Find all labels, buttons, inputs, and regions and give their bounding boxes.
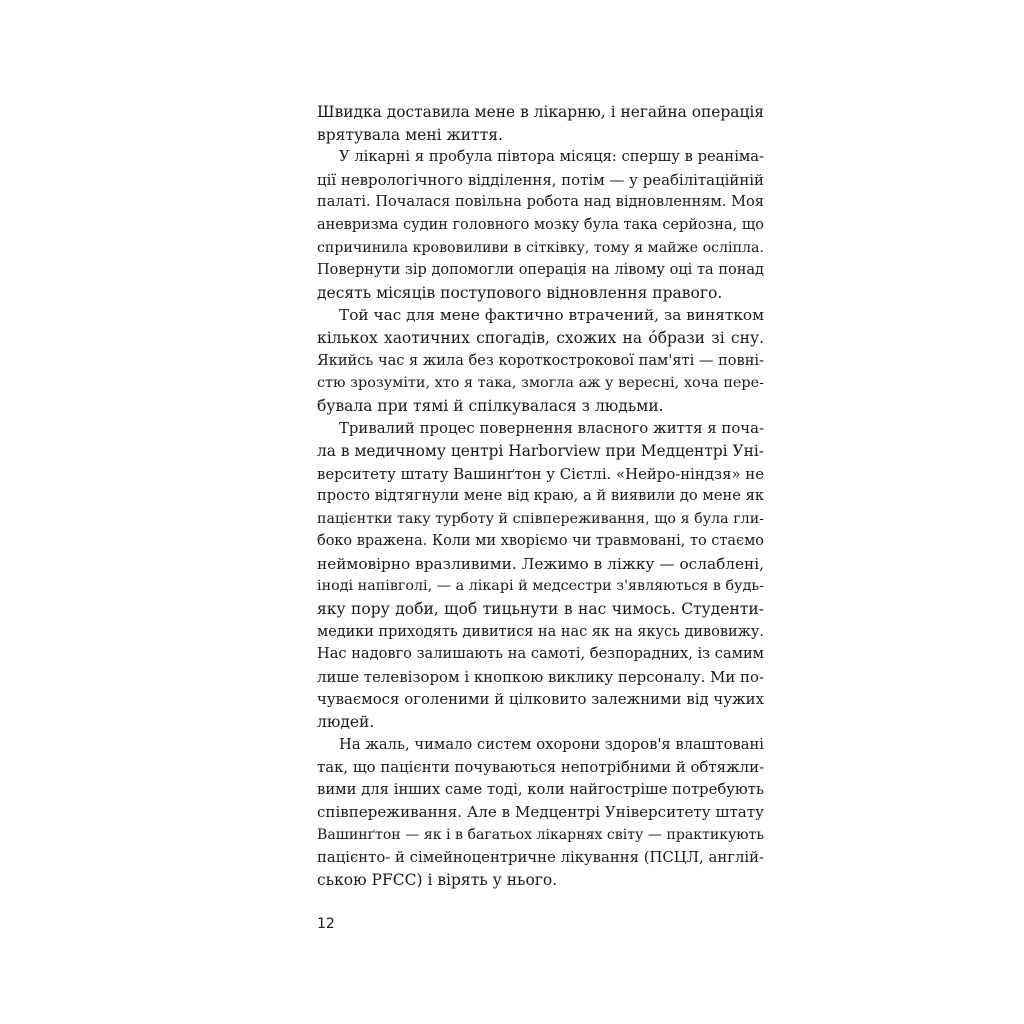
text-line: аневризма судин головного мозку була така серйозна, що (317, 216, 764, 233)
text-line: ції неврологічного відділення, потім — у реабілітаційній (317, 170, 764, 189)
text-line: Той час для мене фактично втрачений, за винятком (339, 306, 764, 325)
text-line: верситету штату Вашинґтон у Сієтлі. «Нейро-ніндзя» не (317, 464, 764, 483)
text-line: вими для інших саме тоді, коли найгостріше потребують (317, 780, 764, 798)
text-line: бувала при тямі й спілкувалася з людьми. (317, 396, 664, 415)
page-number: 12 (317, 916, 335, 932)
text-line: палаті. Почалася повільна робота над відновленням. Моя (317, 193, 764, 211)
text-line: так, що пацієнти почуваються непотрібними й обтяжли- (317, 758, 764, 777)
text-line: У лікарні я пробула півтора місяця: спершу в реаніма- (339, 148, 764, 166)
text-line: десять місяців поступового відновлення правого. (317, 283, 723, 302)
text-line: спричинила крововиливи в сітківку, тому я майже осліпла. (317, 239, 764, 256)
text-line: врятувала мені життя. (317, 125, 503, 144)
paragraph-2 (317, 146, 764, 304)
text-line: Вашинґтон — як і в багатьох лікарнях світу — практикують (317, 827, 764, 843)
text-line: іноді напівголі, — а лікарі й медсестри з'являються в будь- (317, 578, 764, 595)
text-line: Швидка доставила мене в лікарню, і негайна операція (317, 103, 764, 121)
text-line: неймовірно вразливими. Лежимо в ліжку — ослаблені, (317, 554, 764, 573)
text-line: стю зрозуміти, хто я така, змогла аж у вересні, хоча пере- (317, 375, 764, 392)
text-line: кількох хаотичних спогадів, схожих на óбрази зі сну. (317, 328, 764, 347)
text-line: Повернути зір допомогли операція на лівому оці та понад (317, 262, 764, 279)
text-line: Якийсь час я жила без короткострокової пам'яті — повні- (317, 351, 764, 369)
text-line: співпереживання. Але в Медцентрі Університету штату (317, 803, 764, 822)
text-line: пацієнтки таку турботу й співпереживання, що я була гли- (317, 510, 764, 527)
text-line: ською PFCC) і вірять у нього. (317, 871, 558, 890)
paragraph-1 (317, 101, 764, 146)
text-line: боко вражена. Коли ми хворіємо чи травмовані, то стаємо (317, 533, 764, 550)
text-line: чуваємося оголеними й цілковито залежними від чужих (317, 690, 764, 709)
text-line: просто відтягнули мене від краю, а й виявили до мене як (317, 487, 764, 505)
text-line: людей. (317, 713, 375, 732)
text-line: лише телевізором і кнопкою виклику персоналу. Ми по- (317, 667, 764, 686)
text-line: На жаль, чимало систем охорони здоров'я влаштовані (339, 735, 764, 753)
text-line: яку пору доби, щоб тицьнути в нас чимось. Студенти- (317, 600, 764, 619)
paragraph-3 (317, 304, 764, 417)
page-body (317, 101, 764, 892)
paragraph-5 (317, 734, 764, 892)
text-line: Тривалий процес повернення власного життя я поча- (339, 419, 764, 438)
text-line: медики приходять дивитися на нас як на якусь дивовижу. (317, 623, 764, 640)
text-line: Нас надовго залишають на самоті, безпорадних, із самим (317, 645, 764, 663)
paragraph-4 (317, 417, 764, 733)
text-line: пацієнто- й сімейноцентричне лікування (ПСЦЛ, англій- (317, 848, 764, 866)
text-line: ла в медичному центрі Harborview при Медцентрі Уні- (317, 441, 764, 460)
